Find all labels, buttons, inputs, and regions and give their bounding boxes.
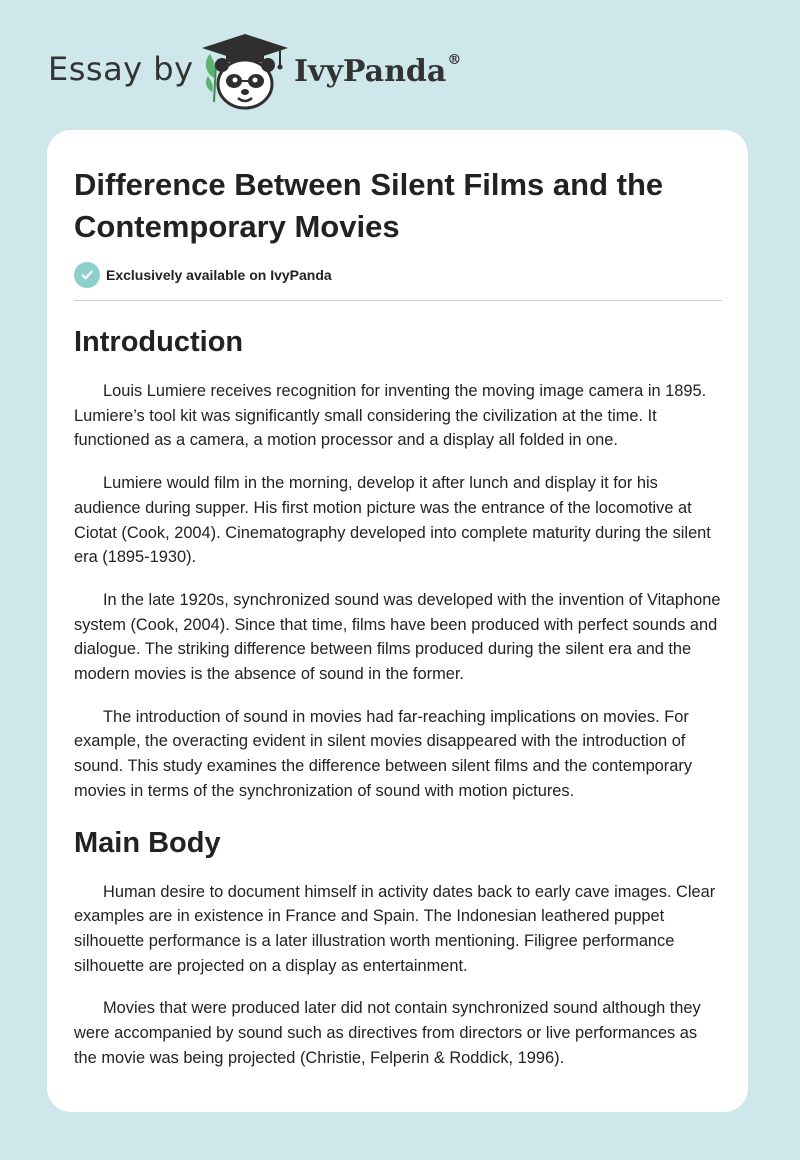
divider xyxy=(74,300,722,301)
check-circle-icon xyxy=(74,262,100,288)
exclusive-label: Exclusively available on IvyPanda xyxy=(106,267,332,283)
panda-logo-icon[interactable] xyxy=(200,32,290,112)
section-heading-main-body: Main Body xyxy=(74,826,221,859)
essay-card xyxy=(47,130,748,1112)
essay-content xyxy=(74,164,722,1070)
essay-by-label: Essay by xyxy=(48,50,194,88)
site-header xyxy=(48,32,508,112)
paragraph: The introduction of sound in movies had far-reaching implications on movies. For example, the overacting evident in silent movies disappeared with the introduction of sound. This study examines the difference between silent films and the contemporary movies in terms of the synchronization of sound with motion pictures. xyxy=(74,707,693,800)
registered-mark: ® xyxy=(447,52,462,68)
paragraph: Human desire to document himself in activity dates back to early cave images. Clear examples are in existence in France and Spain. The Indonesian leathered puppet silhouette performance is a later illustration worth mentioning. Filigree performance silhouette are projected on a display as entertainment. xyxy=(74,882,716,975)
brand-name[interactable]: IvyPanda® xyxy=(294,52,462,89)
paragraph: In the late 1920s, synchronized sound was developed with the invention of Vitaphone system (Cook, 2004). Since that time, films have been produced with perfect sounds and dialogue. The striking difference between films produced during the silent era and the modern movies is the absence of sound in the former. xyxy=(74,590,721,684)
section-heading-introduction: Introduction xyxy=(74,326,244,358)
paragraph: Louis Lumiere receives recognition for inventing the moving image camera in 1895. Lumiere’s tool kit was significantly small considering the civilization at the time. It functioned as a camera, a motion processor and a display all folded in one. xyxy=(74,382,707,450)
paragraph: Lumiere would film in the morning, develop it after lunch and display it for his audience during supper. His first motion picture was the entrance of the locomotive at Ciotat (Cook, 2004). Cinematography developed into complete maturity during the silent era (1895-1930). xyxy=(74,474,711,567)
page-title: Difference Between Silent Films and the Contemporary Movies xyxy=(74,167,664,244)
paragraph: Movies that were produced later did not contain synchronized sound although they were accompanied by sound such as directives from directors or live performances as the movie was being projected (Christie, Felperin & Roddick, 1996). xyxy=(74,999,701,1067)
exclusive-badge xyxy=(74,262,722,288)
